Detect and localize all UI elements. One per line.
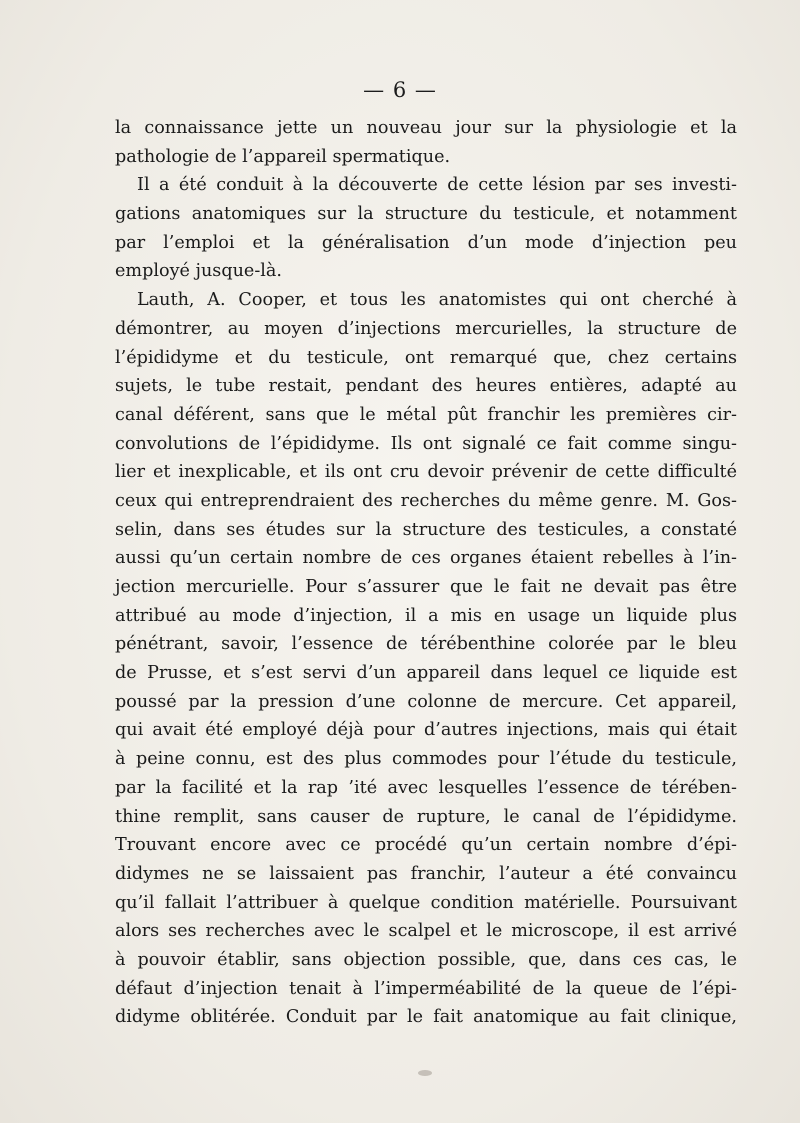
text-line: qu’il fallait l’attribuer à quelque condition matérielle. Poursuivant <box>115 892 737 913</box>
body-text <box>115 114 737 1032</box>
text-line: attribué au mode d’injection, il a mis en usage un liquide plus <box>115 605 737 626</box>
text-line: à pouvoir établir, sans objection possible, que, dans ces cas, le <box>115 949 737 970</box>
text-line: didyme oblitérée. Conduit par le fait anatomique au fait clinique, <box>115 1007 737 1028</box>
text-line: sujets, le tube restait, pendant des heures entières, adapté au <box>115 376 737 397</box>
text-line: poussé par la pression d’une colonne de mercure. Cet appareil, <box>115 691 737 712</box>
text-line: ceux qui entreprendraient des recherches du même genre. M. Gos- <box>115 490 737 511</box>
ink-spot <box>418 1070 432 1076</box>
text-line: lier et inexplicable, et ils ont cru devoir prévenir de cette difficulté <box>115 462 737 483</box>
text-line: alors ses recherches avec le scalpel et le microscope, il est arrivé <box>115 921 737 942</box>
text-line: démontrer, au moyen d’injections mercurielles, la structure de <box>115 318 737 339</box>
text-line: l’épididyme et du testicule, ont remarqué que, chez certains <box>115 347 737 368</box>
text-line: pathologie de l’appareil spermatique. <box>115 146 451 167</box>
text-line: thine remplit, sans causer de rupture, le canal de l’épididyme. <box>115 806 737 827</box>
page-number: — 6 — <box>363 78 437 102</box>
text-line: Il a été conduit à la découverte de cette lésion par ses investi- <box>137 175 737 196</box>
text-line: pénétrant, savoir, l’essence de térébenthine colorée par le bleu <box>115 634 737 655</box>
text-line: Lauth, A. Cooper, et tous les anatomistes qui ont cherché à <box>137 290 737 311</box>
text-line: jection mercurielle. Pour s’assurer que le fait ne devait pas être <box>115 577 737 597</box>
text-line: Trouvant encore avec ce procédé qu’un certain nombre d’épi- <box>115 835 737 856</box>
text-line: la connaissance jette un nouveau jour sur la physiologie et la <box>115 118 737 138</box>
text-line: à peine connu, est des plus commodes pour l’étude du testicule, <box>115 749 737 770</box>
text-line: de Prusse, et s’est servi d’un appareil dans lequel ce liquide est <box>115 663 737 684</box>
text-line: canal déférent, sans que le métal pût franchir les premières cir- <box>115 404 737 425</box>
text-line: selin, dans ses études sur la structure des testicules, a constaté <box>115 519 737 540</box>
text-line: par l’emploi et la généralisation d’un mode d’injection peu <box>115 232 737 253</box>
text-line: convolutions de l’épididyme. Ils ont signalé ce fait comme singu- <box>115 433 737 454</box>
text-line: par la facilité et la rap ’ité avec lesquelles l’essence de térében- <box>115 777 737 798</box>
text-line: employé jusque-là. <box>115 261 282 282</box>
text-line: aussi qu’un certain nombre de ces organes étaient rebelles à l’in- <box>115 548 737 569</box>
text-line: gations anatomiques sur la structure du testicule, et notamment <box>115 204 737 225</box>
text-line: qui avait été employé déjà pour d’autres injections, mais qui était <box>115 720 737 741</box>
text-line: didymes ne se laissaient pas franchir, l’auteur a été convaincu <box>115 863 737 884</box>
text-line: défaut d’injection tenait à l’imperméabilité de la queue de l’épi- <box>115 978 737 999</box>
